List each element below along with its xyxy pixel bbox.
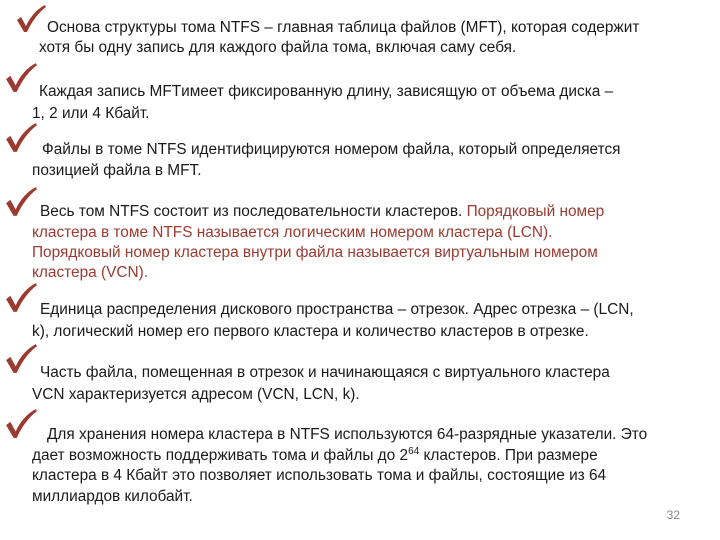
bullet-2-line-2: 1, 2 или 4 Кбайт. bbox=[32, 105, 150, 122]
bullet-5-line-1: Единица распределения дискового пространства – отрезок. Адрес отрезка – (LCN, bbox=[40, 301, 634, 318]
bullet-4-line-1 bbox=[40, 202, 604, 222]
bullet-7-exponent: 64 bbox=[408, 446, 420, 457]
bullet-3-line-2: позицией файла в MFT. bbox=[32, 162, 202, 179]
checkmark-icon bbox=[4, 186, 38, 218]
bullet-4-line-4: кластера (VCN). bbox=[32, 264, 148, 281]
bullet-4-line-1-highlight: Порядковый номер bbox=[466, 203, 605, 220]
checkmark-icon bbox=[4, 62, 38, 94]
bullet-6-line-1: Часть файла, помещенная в отрезок и начинающаяся с виртуального кластера bbox=[40, 364, 610, 381]
bullet-1-line-1: Основа структуры тома NTFS – главная таблица файлов (MFT), которая содержит bbox=[47, 19, 640, 36]
bullet-1-line-2: хотя бы одну запись для каждого файла тома, включая саму себя. bbox=[39, 39, 517, 56]
bullet-4-line-3: Порядковый номер кластера внутри файла называется виртуальным номером bbox=[32, 244, 598, 261]
bullet-7-line-2-before: дает возможность поддерживать тома и файлы до 2 bbox=[32, 447, 409, 464]
checkmark-icon bbox=[4, 343, 38, 375]
checkmark-icon bbox=[4, 282, 38, 314]
bullet-7-line-1: Для хранения номера кластера в NTFS используются 64-разрядные указатели. Это bbox=[47, 426, 648, 443]
checkmark-icon bbox=[4, 122, 38, 154]
bullet-4-line-2: кластера в томе NTFS называется логическим номером кластера (LCN). bbox=[32, 224, 553, 241]
bullet-7-line-4: миллиардов килобайт. bbox=[32, 488, 193, 505]
checkmark-icon bbox=[15, 4, 47, 34]
bullet-3-line-1: Файлы в томе NTFS идентифицируются номером файла, который определяется bbox=[42, 141, 621, 158]
bullet-7-line-2-after: кластеров. При размере bbox=[419, 447, 598, 464]
bullet-6-line-2: VCN характеризуется адресом (VCN, LCN, k). bbox=[32, 386, 360, 403]
bullet-5-line-2: k), логический номер его первого кластера и количество кластеров в отрезке. bbox=[32, 323, 589, 340]
bullet-4-line-1-plain: Весь том NTFS состоит из последовательности кластеров. bbox=[40, 203, 467, 220]
bullet-7-line-2 bbox=[32, 446, 598, 466]
page-number: 32 bbox=[666, 508, 680, 522]
checkmark-icon bbox=[4, 408, 38, 440]
bullet-7-line-3: кластера в 4 Кбайт это позволяет использовать тома и файлы, состоящие из 64 bbox=[32, 467, 607, 484]
bullet-2-line-1: Каждая запись MFTимеет фиксированную длину, зависящую от объема диска – bbox=[39, 83, 614, 100]
